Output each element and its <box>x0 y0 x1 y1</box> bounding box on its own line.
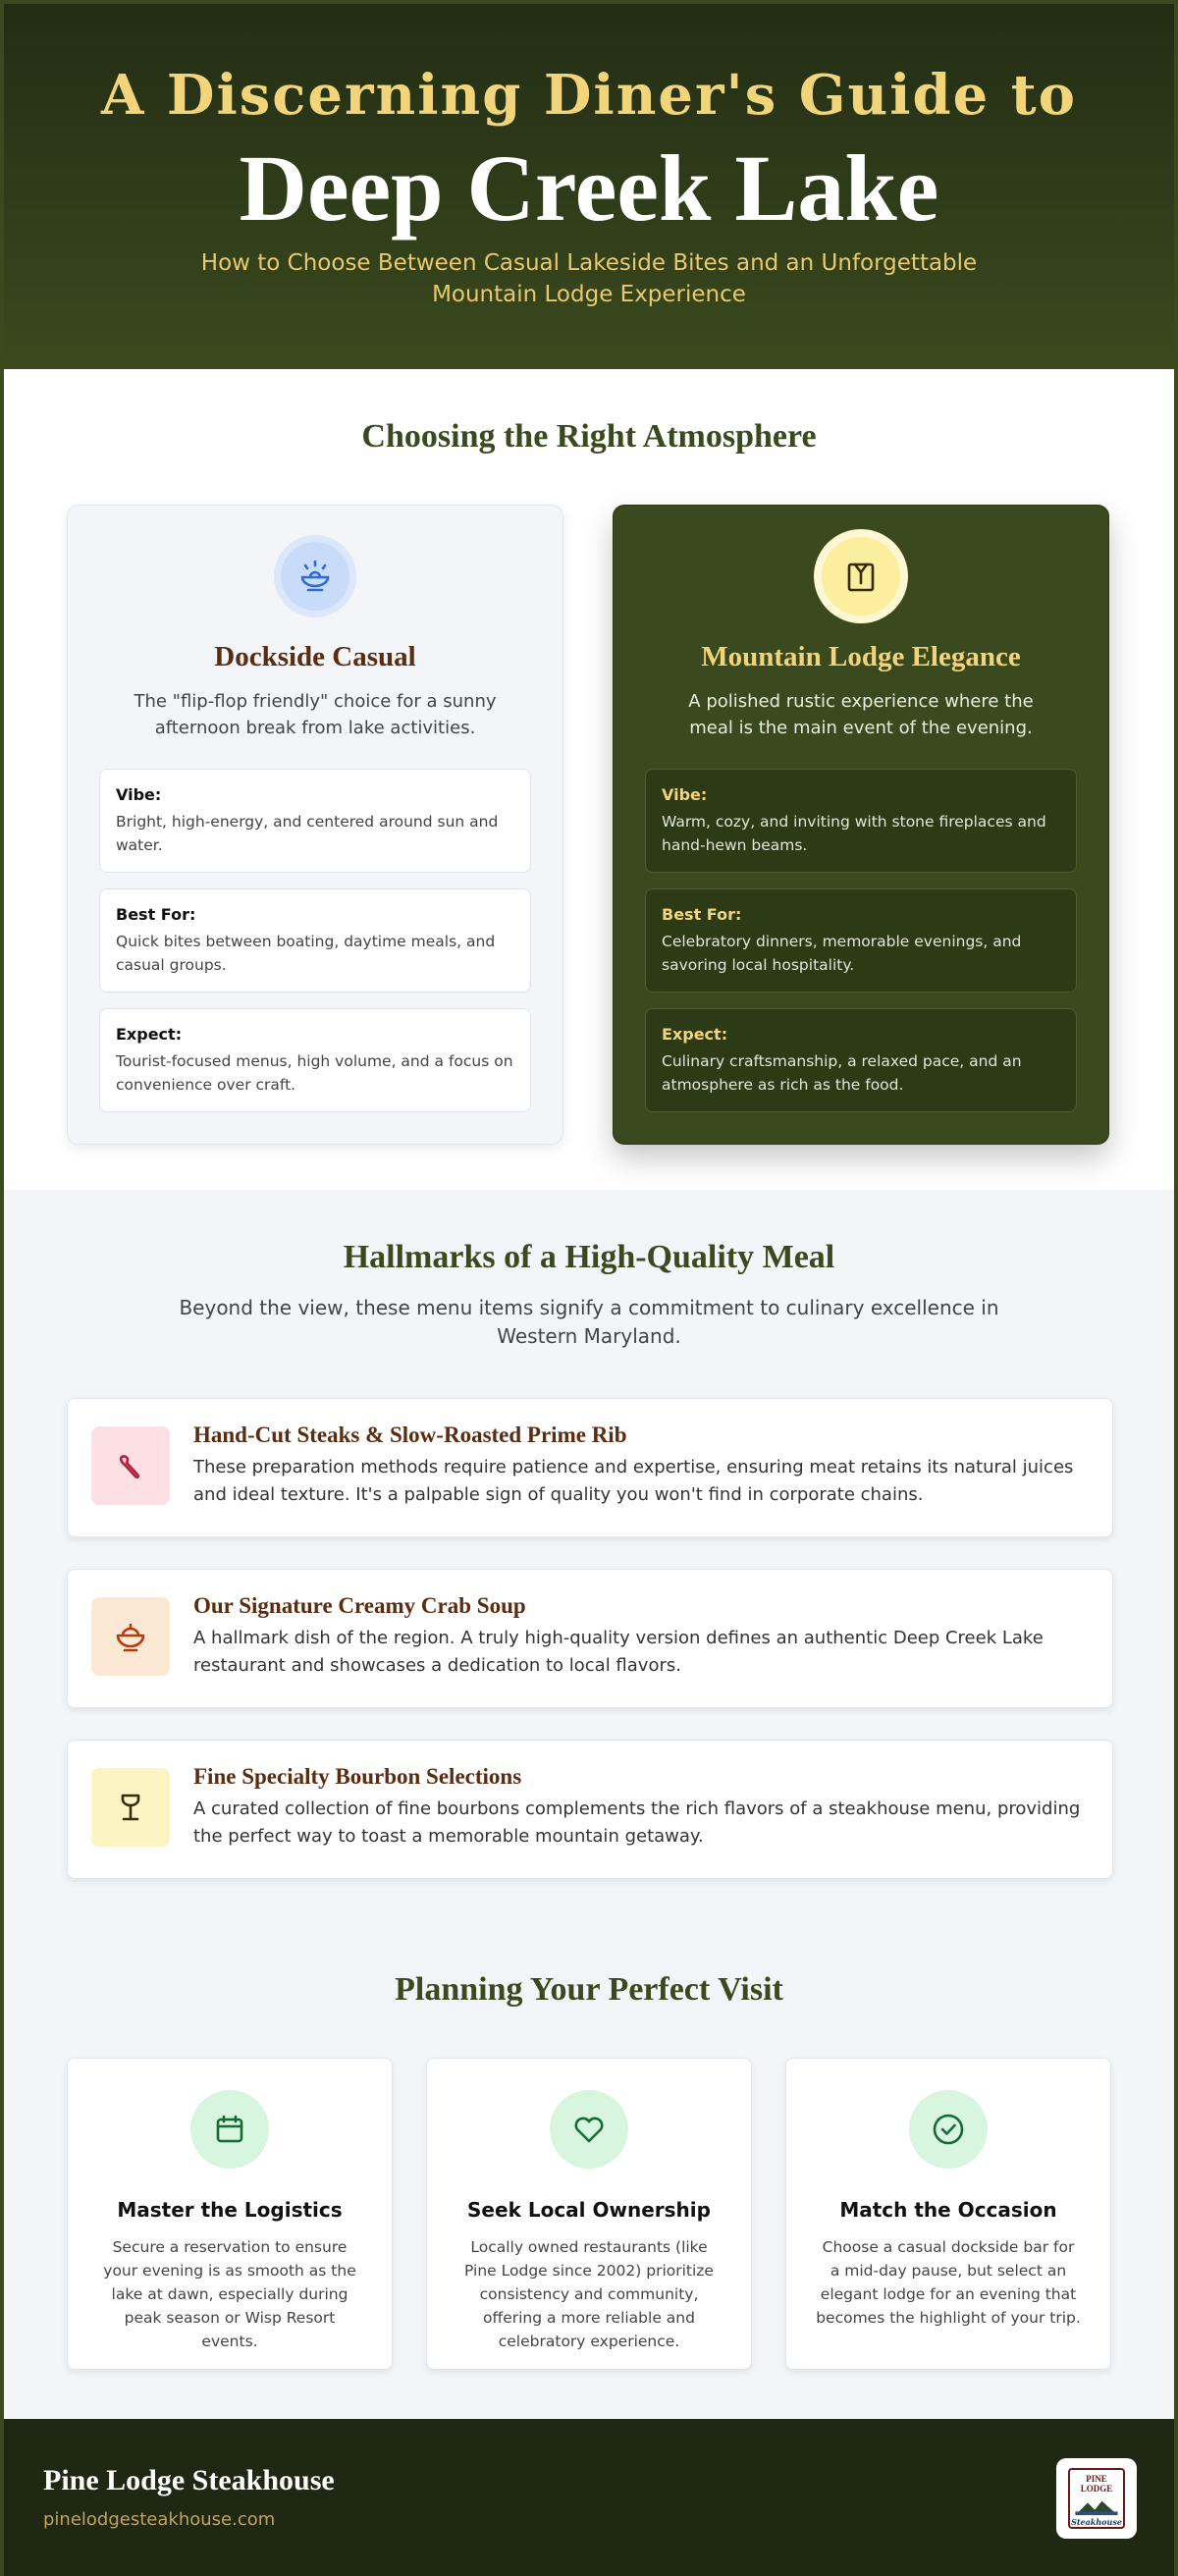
logo-badge <box>1068 2468 1125 2529</box>
feature-label: Vibe: <box>662 785 708 804</box>
sun-icon <box>274 535 356 617</box>
tip-title: Seek Local Ownership <box>467 2198 711 2222</box>
tip-title: Match the Occasion <box>839 2198 1057 2222</box>
logo-script: Steakhouse <box>1071 2517 1122 2527</box>
check-circle-icon <box>909 2090 988 2169</box>
hero-kicker: A Discerning Diner's Guide to <box>100 63 1078 128</box>
hallmark-card-crab-soup <box>67 1569 1113 1708</box>
hero-header <box>4 4 1174 369</box>
mountain-lodge-card <box>613 505 1109 1145</box>
feature-text: Quick bites between boating, daytime meals, and casual groups. <box>116 933 496 974</box>
atmosphere-section <box>4 369 1174 1190</box>
hallmark-text: These preparation methods require patience and expertise, ensuring meat retains its natural juices and ideal texture. It's a palpable sign of quality you won't find in corporate chains. <box>193 1457 1074 1505</box>
dockside-casual-card <box>67 505 563 1145</box>
glass-icon <box>91 1768 170 1847</box>
footer-website-link[interactable]: pinelodgesteakhouse.com <box>43 2509 276 2530</box>
hallmark-text: A curated collection of fine bourbons complements the rich flavors of a steakhouse menu, providing the perfect way to toast a memorable mountain getaway. <box>193 1798 1081 1847</box>
feature-label: Expect: <box>662 1025 728 1044</box>
planning-section <box>4 1924 1174 2419</box>
knife-icon <box>91 1426 170 1505</box>
hero-subtitle: How to Choose Between Casual Lakeside Bites and an Unforgettable Mountain Lodge Experience <box>200 250 978 307</box>
hallmark-card-steaks <box>67 1398 1113 1537</box>
card-title: Dockside Casual <box>214 641 416 672</box>
feature-label: Best For: <box>116 905 196 924</box>
hallmark-title: Our Signature Creamy Crab Soup <box>193 1593 526 1618</box>
pine-lodge-logo <box>1056 2458 1137 2539</box>
feature-box-best-for <box>99 888 531 993</box>
section-intro: Beyond the view, these menu items signify a commitment to culinary excellence in Western Maryland. <box>179 1296 999 1348</box>
tip-card-ownership <box>426 2058 752 2370</box>
hallmark-text: A hallmark dish of the region. A truly high-quality version defines an authentic Deep Creek Lake restaurant and showcases a dedication to local flavors. <box>193 1628 1044 1676</box>
section-title: Choosing the Right Atmosphere <box>361 418 817 455</box>
tip-text: Secure a reservation to ensure your evening is as smooth as the lake at dawn, especially during peak season or Wisp Resort events. <box>103 2238 356 2350</box>
hero-title: Deep Creek Lake <box>239 135 939 241</box>
feature-text: Warm, cozy, and inviting with stone fireplaces and hand-hewn beams. <box>662 813 1046 854</box>
tip-text: Locally owned restaurants (like Pine Lodge since 2002) prioritize consistency and community, offering a more reliable and celebratory experience. <box>464 2238 714 2350</box>
feature-text: Bright, high-energy, and centered around sun and water. <box>116 813 499 854</box>
tip-card-logistics <box>67 2058 393 2370</box>
feature-box-best-for <box>645 888 1077 993</box>
feature-text: Tourist-focused menus, high volume, and a focus on convenience over craft. <box>116 1052 513 1094</box>
hallmark-card-bourbon <box>67 1740 1113 1879</box>
tip-title: Master the Logistics <box>117 2198 343 2222</box>
feature-box-expect <box>99 1008 531 1112</box>
section-title: Hallmarks of a High-Quality Meal <box>343 1239 835 1275</box>
feature-text: Celebratory dinners, memorable evenings, and savoring local hospitality. <box>662 933 1022 974</box>
feature-label: Best For: <box>662 905 742 924</box>
tip-text: Choose a casual dockside bar for a mid-day pause, but select an elegant lodge for an evening that becomes the highlight of your trip. <box>816 2238 1081 2327</box>
hallmarks-section <box>4 1190 1174 1924</box>
feature-label: Expect: <box>116 1025 183 1044</box>
calendar-icon <box>190 2090 269 2169</box>
feature-text: Culinary craftsmanship, a relaxed pace, and an atmosphere as rich as the food. <box>662 1052 1022 1094</box>
card-description: The "flip-flop friendly" choice for a sunny afternoon break from lake activities. <box>134 691 497 738</box>
hallmark-title: Hand-Cut Steaks & Slow-Roasted Prime Rib <box>193 1422 627 1447</box>
footer-brand-name: Pine Lodge Steakhouse <box>43 2464 335 2496</box>
logo-text: PINE LODGE <box>1080 2474 1113 2494</box>
feature-box-expect <box>645 1008 1077 1112</box>
hallmark-title: Fine Specialty Bourbon Selections <box>193 1764 522 1789</box>
feature-box-vibe <box>99 769 531 873</box>
card-description: A polished rustic experience where the meal is the main event of the evening. <box>688 691 1034 738</box>
feature-label: Vibe: <box>116 785 162 804</box>
tip-card-occasion <box>785 2058 1111 2370</box>
footer <box>4 2419 1174 2576</box>
card-title: Mountain Lodge Elegance <box>701 641 1021 672</box>
feature-box-vibe <box>645 769 1077 873</box>
lodge-icon <box>814 529 908 623</box>
section-title: Planning Your Perfect Visit <box>395 1971 783 2008</box>
heart-icon <box>550 2090 628 2169</box>
mountain-icon <box>1073 2497 1120 2515</box>
soup-bowl-icon <box>91 1597 170 1676</box>
